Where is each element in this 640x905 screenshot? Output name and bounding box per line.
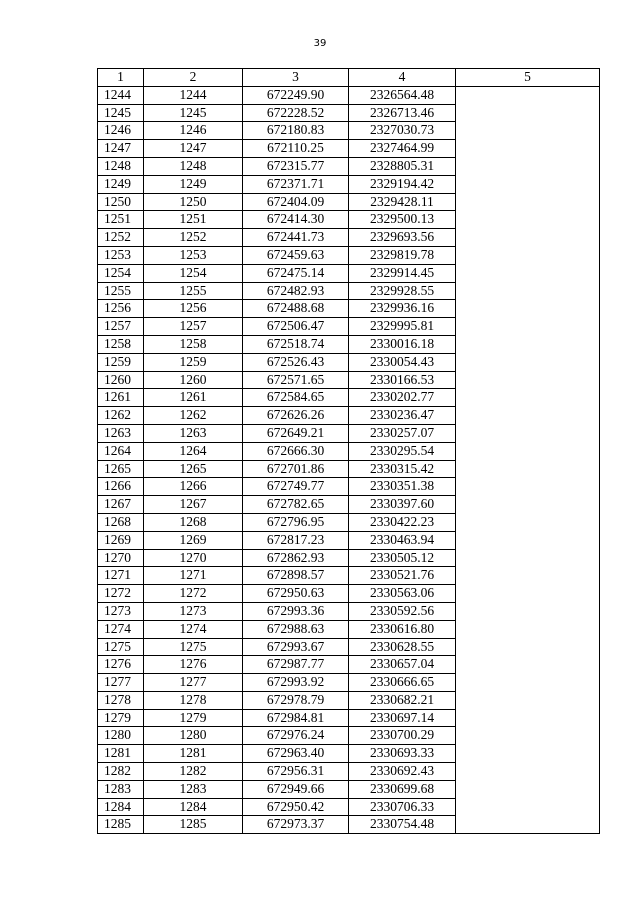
table-cell-col1: 1282 (98, 763, 144, 781)
table-cell-col1: 1269 (98, 531, 144, 549)
table-cell-col3: 672796.95 (243, 513, 349, 531)
table-cell-col4: 2329928.55 (349, 282, 456, 300)
table-cell-col4: 2330202.77 (349, 389, 456, 407)
table-cell-col3: 672488.68 (243, 300, 349, 318)
table-cell-col4: 2330166.53 (349, 371, 456, 389)
table-cell-col2: 1256 (144, 300, 243, 318)
table-cell-col3: 672993.67 (243, 638, 349, 656)
table-cell-col3: 672993.92 (243, 674, 349, 692)
table-cell-col2: 1263 (144, 424, 243, 442)
table-cell-col3: 672249.90 (243, 86, 349, 104)
table-cell-col1: 1256 (98, 300, 144, 318)
table-cell-col1: 1258 (98, 335, 144, 353)
table-row (98, 86, 600, 104)
table-cell-col2: 1264 (144, 442, 243, 460)
table-cell-col1: 1252 (98, 229, 144, 247)
table-cell-col2: 1258 (144, 335, 243, 353)
table-cell-col3: 672984.81 (243, 709, 349, 727)
table-cell-col4: 2330257.07 (349, 424, 456, 442)
table-cell-col3: 672482.93 (243, 282, 349, 300)
table-cell-col1: 1257 (98, 318, 144, 336)
column-header-3: 3 (243, 69, 349, 87)
table-cell-col4: 2330016.18 (349, 335, 456, 353)
table-cell-col3: 672571.65 (243, 371, 349, 389)
table-cell-col4: 2330682.21 (349, 691, 456, 709)
table-cell-col2: 1269 (144, 531, 243, 549)
table-cell-col3: 672110.25 (243, 140, 349, 158)
table-cell-col4: 2330693.33 (349, 745, 456, 763)
table-cell-col3: 672949.66 (243, 780, 349, 798)
table-cell-col3: 672475.14 (243, 264, 349, 282)
table-cell-col3: 672987.77 (243, 656, 349, 674)
table-cell-col3: 672973.37 (243, 816, 349, 834)
table-cell-col1: 1262 (98, 407, 144, 425)
table-cell-col3: 672371.71 (243, 175, 349, 193)
table-cell-col2: 1247 (144, 140, 243, 158)
table-cell-col2: 1248 (144, 157, 243, 175)
table-cell-col4: 2329936.16 (349, 300, 456, 318)
table-cell-col4: 2330463.94 (349, 531, 456, 549)
table-cell-col1: 1261 (98, 389, 144, 407)
table-cell-col1: 1270 (98, 549, 144, 567)
table-cell-col3: 672782.65 (243, 496, 349, 514)
table-cell-col4: 2330563.06 (349, 585, 456, 603)
table-cell-col2: 1282 (144, 763, 243, 781)
table-cell-col3: 672584.65 (243, 389, 349, 407)
table-cell-col2: 1280 (144, 727, 243, 745)
table-cell-col3: 672666.30 (243, 442, 349, 460)
table-cell-col2: 1252 (144, 229, 243, 247)
table-cell-col1: 1244 (98, 86, 144, 104)
table-cell-col4: 2330706.33 (349, 798, 456, 816)
table-cell-col4: 2330700.29 (349, 727, 456, 745)
table-cell-col2: 1262 (144, 407, 243, 425)
table-cell-col4: 2330505.12 (349, 549, 456, 567)
table-cell-col1: 1254 (98, 264, 144, 282)
table-cell-col1: 1263 (98, 424, 144, 442)
table-cell-col1: 1249 (98, 175, 144, 193)
table-cell-col2: 1244 (144, 86, 243, 104)
table-cell-col1: 1268 (98, 513, 144, 531)
table-cell-col4: 2329819.78 (349, 246, 456, 264)
coordinates-table (97, 68, 600, 834)
table-cell-col4: 2328805.31 (349, 157, 456, 175)
column-header-1: 1 (98, 69, 144, 87)
table-cell-col1: 1283 (98, 780, 144, 798)
table-cell-col2: 1284 (144, 798, 243, 816)
table-cell-col2: 1245 (144, 104, 243, 122)
table-cell-col2: 1281 (144, 745, 243, 763)
table-cell-col4: 2330697.14 (349, 709, 456, 727)
table-body (98, 86, 600, 833)
table-cell-col2: 1254 (144, 264, 243, 282)
table-cell-col3: 672414.30 (243, 211, 349, 229)
table-cell-col3: 672898.57 (243, 567, 349, 585)
table-cell-col1: 1247 (98, 140, 144, 158)
table-cell-col3: 672988.63 (243, 620, 349, 638)
table-cell-col4: 2330521.76 (349, 567, 456, 585)
table-cell-col3: 672506.47 (243, 318, 349, 336)
table-cell-col3: 672963.40 (243, 745, 349, 763)
table-cell-col1: 1250 (98, 193, 144, 211)
table-cell-col2: 1249 (144, 175, 243, 193)
table-cell-col2: 1253 (144, 246, 243, 264)
table-cell-col4: 2329693.56 (349, 229, 456, 247)
table-cell-col3: 672526.43 (243, 353, 349, 371)
table-cell-col3: 672315.77 (243, 157, 349, 175)
table-cell-col2: 1265 (144, 460, 243, 478)
table-cell-col1: 1274 (98, 620, 144, 638)
table-cell-col4: 2330054.43 (349, 353, 456, 371)
table-cell-col4: 2329914.45 (349, 264, 456, 282)
table-cell-col4: 2326713.46 (349, 104, 456, 122)
table-cell-col1: 1248 (98, 157, 144, 175)
table-cell-col1: 1253 (98, 246, 144, 264)
table-cell-col4: 2330657.04 (349, 656, 456, 674)
table-cell-col2: 1246 (144, 122, 243, 140)
column-header-5: 5 (456, 69, 600, 87)
table-cell-col4: 2330692.43 (349, 763, 456, 781)
table-cell-col3: 672976.24 (243, 727, 349, 745)
table-cell-col3: 672978.79 (243, 691, 349, 709)
table-cell-col2: 1270 (144, 549, 243, 567)
table-cell-col3: 672749.77 (243, 478, 349, 496)
table-cell-col1: 1265 (98, 460, 144, 478)
table-cell-col3: 672993.36 (243, 602, 349, 620)
table-cell-col4: 2327464.99 (349, 140, 456, 158)
table-cell-col2: 1277 (144, 674, 243, 692)
table-cell-col2: 1271 (144, 567, 243, 585)
table-cell-col1: 1271 (98, 567, 144, 585)
table-cell-col2: 1275 (144, 638, 243, 656)
table-cell-col4: 2329995.81 (349, 318, 456, 336)
table-cell-col2: 1255 (144, 282, 243, 300)
column-header-4: 4 (349, 69, 456, 87)
table-cell-col4: 2330592.56 (349, 602, 456, 620)
table-cell-col1: 1277 (98, 674, 144, 692)
table-cell-col4: 2330666.65 (349, 674, 456, 692)
table-cell-col3: 672701.86 (243, 460, 349, 478)
table-cell-col2: 1273 (144, 602, 243, 620)
table-cell-col2: 1285 (144, 816, 243, 834)
table-cell-col3: 672956.31 (243, 763, 349, 781)
table-cell-col2: 1274 (144, 620, 243, 638)
table-cell-col2: 1250 (144, 193, 243, 211)
table-cell-col2: 1260 (144, 371, 243, 389)
table-cell-col3: 672649.21 (243, 424, 349, 442)
table-cell-col4: 2329500.13 (349, 211, 456, 229)
table-cell-col2: 1257 (144, 318, 243, 336)
page-number: 39 (313, 38, 327, 49)
table-cell-col1: 1273 (98, 602, 144, 620)
table-cell-col3: 672950.63 (243, 585, 349, 603)
table-cell-col2: 1283 (144, 780, 243, 798)
table-cell-col3: 672441.73 (243, 229, 349, 247)
table-cell-col4: 2329194.42 (349, 175, 456, 193)
table-cell-col4: 2330754.48 (349, 816, 456, 834)
table-cell-col1: 1259 (98, 353, 144, 371)
table-cell-col3: 672228.52 (243, 104, 349, 122)
table-cell-col4: 2330295.54 (349, 442, 456, 460)
table-cell-col2: 1279 (144, 709, 243, 727)
table-cell-col3: 672518.74 (243, 335, 349, 353)
table-cell-col3: 672817.23 (243, 531, 349, 549)
table-cell-col2: 1259 (144, 353, 243, 371)
table-cell-col3: 672950.42 (243, 798, 349, 816)
table-cell-col4: 2329428.11 (349, 193, 456, 211)
table-cell-col3: 672180.83 (243, 122, 349, 140)
table-cell-col4: 2330628.55 (349, 638, 456, 656)
table-cell-col1: 1285 (98, 816, 144, 834)
table-cell-col3: 672459.63 (243, 246, 349, 264)
table-cell-col3: 672862.93 (243, 549, 349, 567)
table-cell-col4: 2330422.23 (349, 513, 456, 531)
table-cell-col4: 2330351.38 (349, 478, 456, 496)
table-cell-col4: 2330699.68 (349, 780, 456, 798)
table-cell-col1: 1275 (98, 638, 144, 656)
table-header-row (98, 69, 600, 87)
table-cell-col3: 672626.26 (243, 407, 349, 425)
table-cell-col1: 1264 (98, 442, 144, 460)
table-cell-col2: 1276 (144, 656, 243, 674)
table-cell-col5-empty (456, 86, 600, 833)
table-cell-col4: 2326564.48 (349, 86, 456, 104)
table-cell-col2: 1267 (144, 496, 243, 514)
table-cell-col1: 1278 (98, 691, 144, 709)
table-cell-col1: 1267 (98, 496, 144, 514)
table-cell-col4: 2330236.47 (349, 407, 456, 425)
table-cell-col1: 1266 (98, 478, 144, 496)
table-cell-col1: 1272 (98, 585, 144, 603)
table-cell-col2: 1261 (144, 389, 243, 407)
table-cell-col4: 2330616.80 (349, 620, 456, 638)
table-cell-col2: 1268 (144, 513, 243, 531)
table-cell-col1: 1284 (98, 798, 144, 816)
table-cell-col1: 1246 (98, 122, 144, 140)
table-cell-col1: 1260 (98, 371, 144, 389)
table-cell-col4: 2330397.60 (349, 496, 456, 514)
table-cell-col4: 2330315.42 (349, 460, 456, 478)
table-cell-col1: 1245 (98, 104, 144, 122)
table-cell-col1: 1276 (98, 656, 144, 674)
table-cell-col1: 1251 (98, 211, 144, 229)
table-cell-col2: 1278 (144, 691, 243, 709)
table-cell-col2: 1266 (144, 478, 243, 496)
table-cell-col1: 1255 (98, 282, 144, 300)
table-cell-col1: 1280 (98, 727, 144, 745)
table-cell-col2: 1272 (144, 585, 243, 603)
table-cell-col2: 1251 (144, 211, 243, 229)
table-cell-col3: 672404.09 (243, 193, 349, 211)
column-header-2: 2 (144, 69, 243, 87)
table-cell-col4: 2327030.73 (349, 122, 456, 140)
table-cell-col1: 1279 (98, 709, 144, 727)
table-cell-col1: 1281 (98, 745, 144, 763)
